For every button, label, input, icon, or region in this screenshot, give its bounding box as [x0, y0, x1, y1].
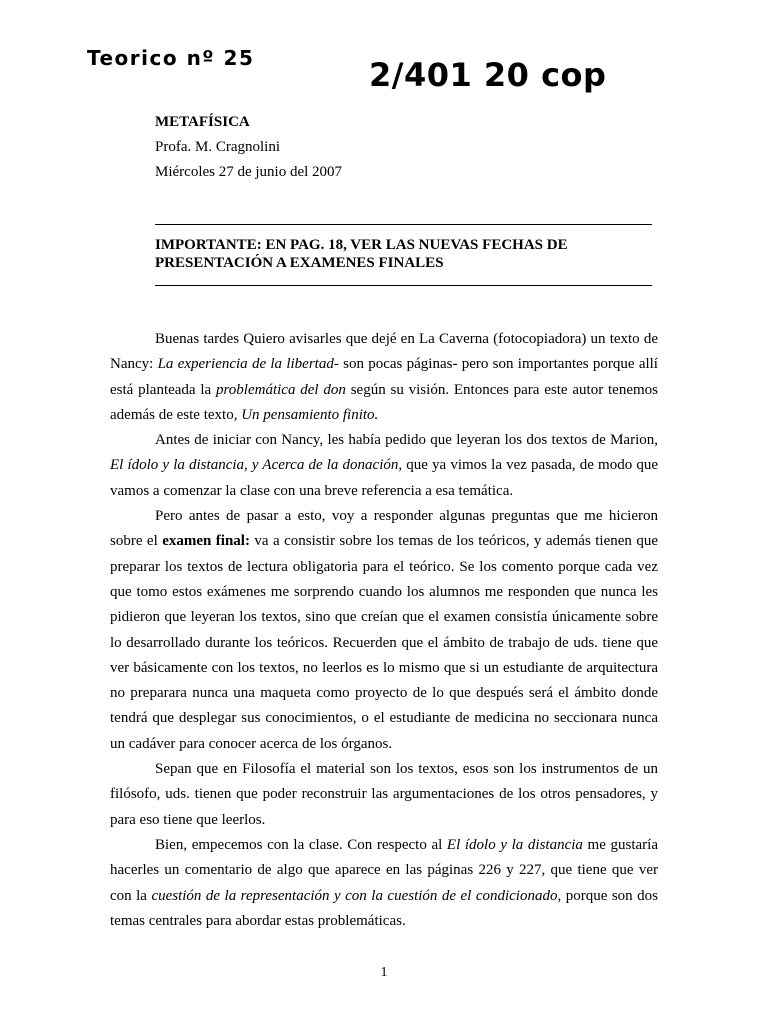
italic-title: El ídolo y la distancia — [446, 836, 583, 853]
paragraph-3 — [110, 504, 658, 757]
subject-title: METAFÍSICA — [155, 114, 250, 130]
handwritten-stamp-copy-code: 2/401 20 cop — [369, 56, 607, 94]
bold-phrase: examen final: — [162, 533, 250, 550]
italic-title: La experiencia de la libertad- — [157, 356, 339, 373]
lecture-date: Miércoles 27 de junio del 2007 — [155, 164, 343, 180]
important-notice: IMPORTANTE: EN PAG. 18, VER LAS NUEVAS FECHAS DE PRESENTACIÓN A EXAMENES FINALES — [155, 237, 568, 271]
paragraph-1 — [110, 327, 658, 428]
page-number: 1 — [380, 965, 388, 980]
lecture-body — [110, 327, 658, 934]
text-run: que ya vimos la vez pasada, de modo que vamos a comenzar la clase con una breve referencia a esa temática. — [110, 457, 659, 499]
document-header — [155, 110, 342, 185]
text-run: va a consistir sobre los temas de los teóricos, y además tienen que preparar los textos de lectura obligatoria para el teórico. Se los comento porque cada vez que tomo estos exámenes me sorprendo cuando los alumnos me responden que nunca les pidieron que leyeran los textos, sino que creían que el examen consistía únicamente sobre lo desarrollado durante los teóricos. Recuerden que el ámbito de trabajo de uds. tiene que ver básicamente con los textos, no leerlos es lo mismo que si un estudiante de arquitectura no preparara nunca una maqueta como proyecto de lo que después será el ámbito donde tendrá que desplegar sus conocimientos, o el estudiante de medicina no seccionara nunca un cadáver para conocer acerca de los órganos. — [110, 533, 658, 752]
italic-title: Un pensamiento finito. — [241, 406, 379, 423]
text-run: son pocas páginas- pero son importantes porque allí está planteada la — [110, 356, 658, 398]
italic-phrase: cuestión de la representación y con la cuestión de el condicionado — [151, 887, 558, 904]
text-run: Bien, empecemos con la clase. Con respecto al — [155, 836, 447, 853]
paragraph-4: Sepan que en Filosofía el material son los textos, esos son los instrumentos de un filósofo, uds. tienen que poder reconstruir las argumentaciones de los otros pensadores, y para eso tiene que leerlos. — [110, 761, 658, 828]
text-run: según su visión. Entonces para este autor tenemos además de este texto, — [110, 381, 658, 423]
handwritten-stamp-lecture-number: Teorico nº 25 — [87, 46, 255, 70]
text-run: Pero antes de pasar a esto, voy a responder algunas preguntas que me hicieron sobre el — [110, 508, 658, 550]
divider-top — [155, 224, 652, 225]
text-run: me gustaría hacerles un comentario de algo que aparece en las páginas 226 y 227, que tiene que ver con la — [110, 836, 658, 904]
italic-title: El ídolo y la distancia, y Acerca de la donación, — [110, 457, 403, 474]
paragraph-2 — [110, 428, 658, 504]
paragraph-5 — [110, 833, 658, 934]
text-run: Antes de iniciar con Nancy, les había pedido que leyeran los dos textos de Marion, — [155, 432, 658, 449]
divider-bottom — [155, 285, 652, 286]
text-run: , porque son dos temas centrales para abordar estas problemáticas. — [110, 887, 658, 929]
italic-phrase: problemática del don — [216, 381, 346, 398]
professor-name: Profa. M. Cragnolini — [155, 139, 280, 155]
text-run: Buenas tardes Quiero avisarles que dejé en La Caverna (fotocopiadora) un texto de Nancy: — [110, 331, 658, 373]
